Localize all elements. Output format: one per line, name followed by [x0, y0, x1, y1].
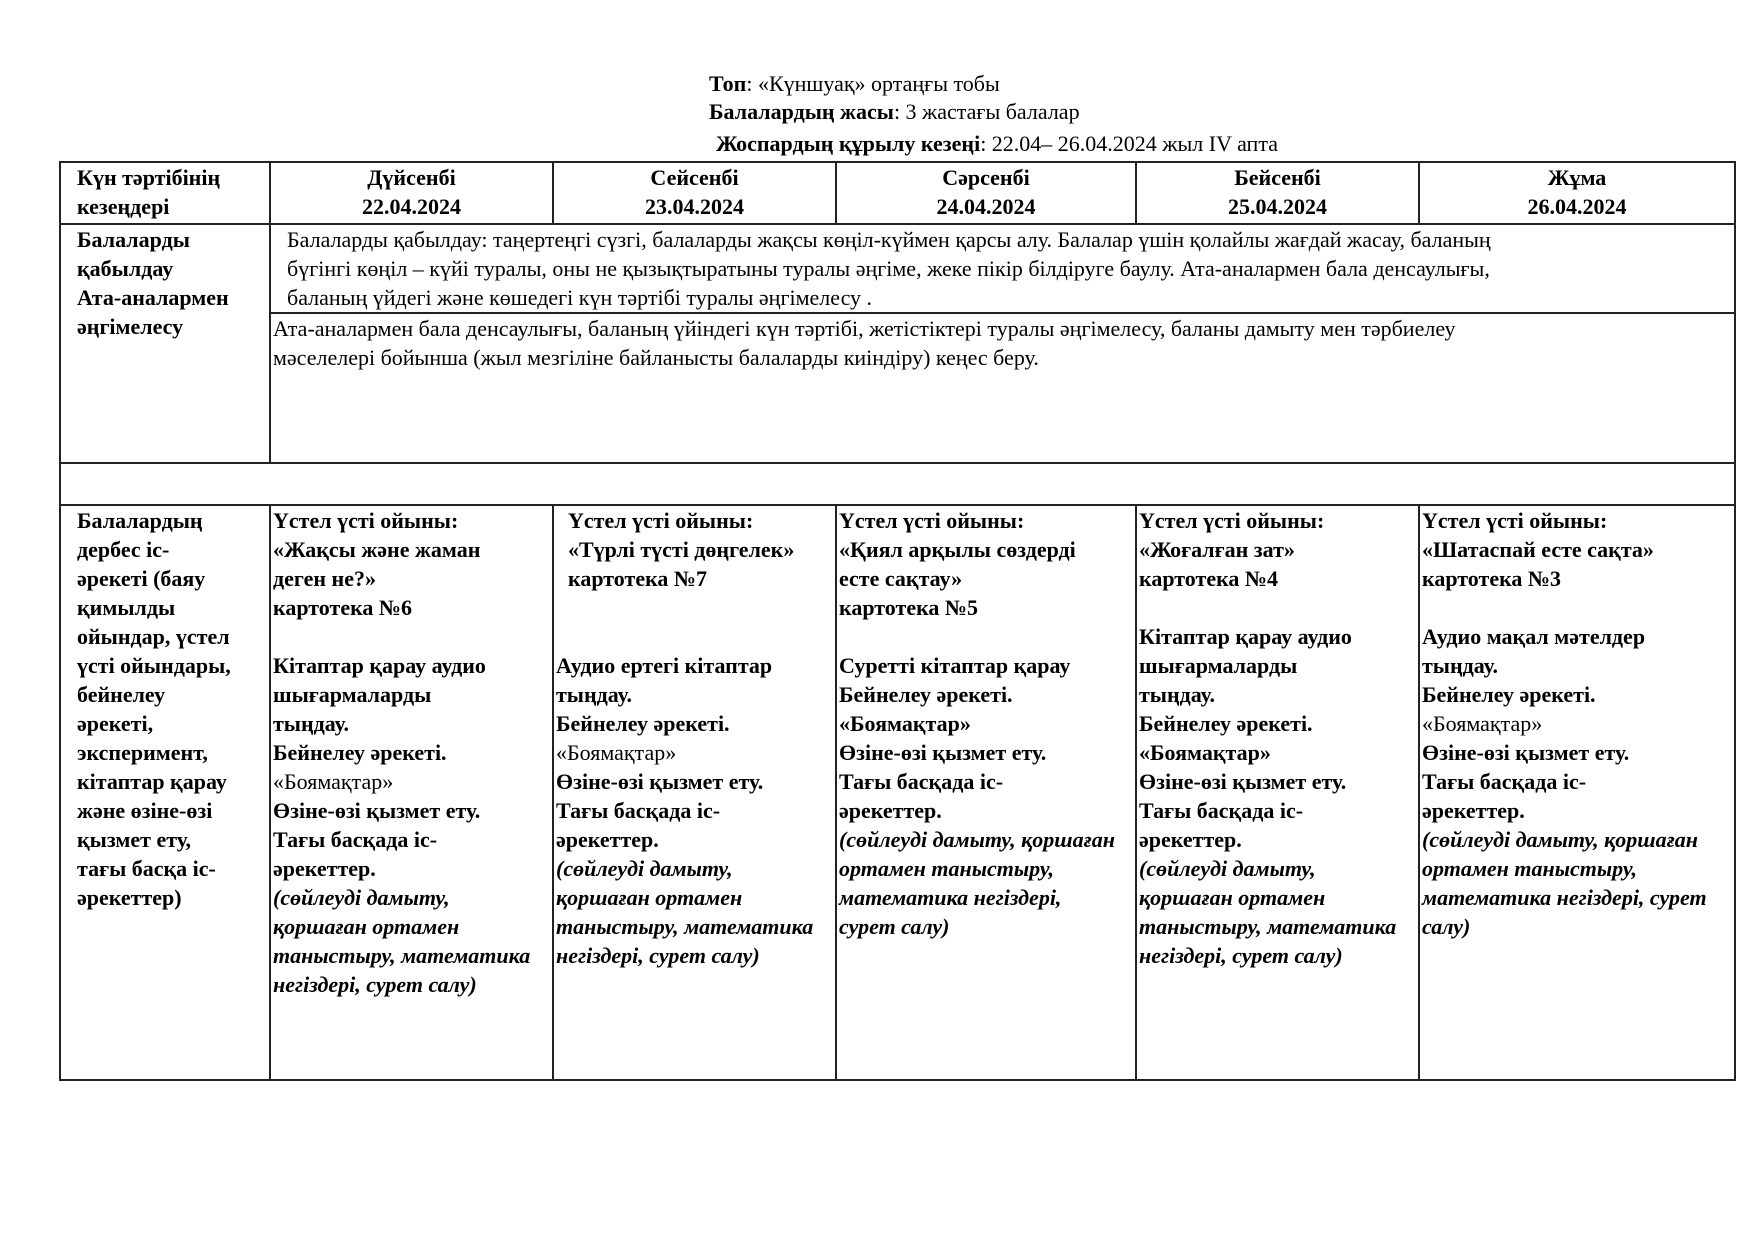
- text-line: Балаларды қабылдау: таңертеңгі сүзгі, балаларды жақсы көңіл-күймен қарсы алу. Балалар үшін қолайлы жағдай жасау, баланың: [287, 227, 1491, 252]
- stage-line: әрекеті,: [77, 711, 154, 736]
- group-value: : «Күншуақ» ортаңғы тобы: [746, 71, 1000, 96]
- activity-text-line: (сөйлеуді дамыту,: [1139, 856, 1316, 881]
- activity-text-line: Кітаптар қарау аудио: [1139, 624, 1352, 649]
- activity-text-line: (сөйлеуді дамыту, қоршаған: [1422, 827, 1698, 852]
- text-line: баланың үйдегі және көшедегі күн тәртібі туралы әңгімелесу .: [287, 285, 873, 310]
- line-gap: [1139, 593, 1416, 622]
- activity-text-line: «Боямақтар»: [273, 769, 394, 794]
- group-line: [709, 70, 1000, 98]
- activity-text-line: әрекеттер.: [839, 798, 942, 823]
- activity-text-line: әрекеттер.: [1422, 798, 1525, 823]
- activity-text-line: Кітаптар қарау аудио: [273, 653, 486, 678]
- period-value: : 22.04– 26.04.2024 жыл IV апта: [980, 131, 1278, 156]
- day-date: 26.04.2024: [1527, 194, 1627, 219]
- activity-text-line: Өзіне-өзі қызмет ету.: [273, 798, 481, 823]
- activity-text-line: Тағы басқада іс-: [556, 798, 721, 823]
- age-label: Балалардың жасы: [709, 99, 894, 124]
- morning-reception-text: [270, 224, 1735, 313]
- activity-text-line: негіздері, сурет салу): [556, 943, 760, 968]
- stage-line: ойындар, үстел: [77, 624, 230, 649]
- activity-text-line: есте сақтау»: [839, 566, 963, 591]
- activity-text-line: қоршаған ортамен: [273, 914, 460, 939]
- empty-row: [60, 463, 1735, 505]
- activity-text-line: «Жақсы және жаман: [273, 537, 481, 562]
- period-line: [716, 130, 1278, 158]
- activity-text-line: «Шатаспай есте сақта»: [1422, 537, 1654, 562]
- activity-text-line: Өзіне-өзі қызмет ету.: [1422, 740, 1630, 765]
- stage-header-cell: [60, 162, 270, 224]
- stage-line: кітаптар қарау: [77, 769, 227, 794]
- stage-line: дербес іс-: [77, 537, 170, 562]
- empty-cell: [60, 463, 1735, 505]
- activity-cell-monday: [270, 505, 553, 1080]
- day-name: Сейсенбі: [650, 165, 739, 190]
- table-header-row: [60, 162, 1735, 224]
- stage-line: тағы басқа іс-: [77, 856, 216, 881]
- stage-header-line: Күн тәртібінің: [77, 165, 221, 190]
- text-line: бүгінгі көңіл – күйі туралы, оны не қызықтыратыны туралы әңгіме, жеке пікір білдіруге баулу. Ата-аналармен бала денсаулығы,: [287, 256, 1490, 281]
- activity-text-line: Аудио мақал мәтелдер: [1422, 624, 1646, 649]
- activity-text-line: «Жоғалған зат»: [1139, 537, 1295, 562]
- activity-text-line: таныстыру, математика: [556, 914, 814, 939]
- stage-line: әңгімелесу: [77, 314, 184, 339]
- activity-text-line: Өзіне-өзі қызмет ету.: [556, 769, 764, 794]
- line-gap: [273, 622, 550, 651]
- day-date: 25.04.2024: [1228, 194, 1327, 219]
- day-date: 24.04.2024: [936, 194, 1036, 219]
- line-gap: [556, 622, 833, 651]
- activity-text-line: Тағы басқада іс-: [1139, 798, 1304, 823]
- activity-stage-cell: [60, 505, 270, 1080]
- age-value: : 3 жастағы балалар: [893, 99, 1080, 124]
- activity-text-line: Бейнелеу әрекеті.: [839, 682, 1013, 707]
- activity-text-line: Тағы басқада іс-: [273, 827, 438, 852]
- day-date: 23.04.2024: [645, 194, 744, 219]
- line-gap: [1422, 593, 1732, 622]
- activity-text-line: шығармаларды: [1139, 653, 1298, 678]
- activity-text-line: Бейнелеу әрекеті.: [1139, 711, 1313, 736]
- activity-text-line: Өзіне-өзі қызмет ету.: [1139, 769, 1347, 794]
- stage-line: үсті ойындары,: [77, 653, 231, 678]
- activity-text-line: тыңдау.: [273, 711, 349, 736]
- independent-activity-row: [60, 505, 1735, 1080]
- day-header-friday: [1419, 162, 1735, 224]
- activity-text-line: картотека №5: [839, 595, 979, 620]
- day-header-tuesday: [553, 162, 836, 224]
- reception-morning-row: [60, 224, 1735, 313]
- activity-text-line: «Боямақтар»: [839, 711, 971, 736]
- activity-text-line: Өзіне-өзі қызмет ету.: [839, 740, 1047, 765]
- reception-stage-cell: [60, 224, 270, 463]
- stage-line: бейнелеу: [77, 682, 166, 707]
- activity-text-line: (сөйлеуді дамыту, қоршаған: [839, 827, 1115, 852]
- reception-parents-row: [60, 313, 1735, 463]
- stage-line: әрекеті (баяу: [77, 566, 206, 591]
- stage-header-line: кезеңдері: [77, 194, 170, 219]
- activity-text-line: Үстел үсті ойыны:: [839, 508, 1025, 533]
- stage-line: Балаларды: [77, 227, 190, 252]
- activity-cell-tuesday: [553, 505, 836, 1080]
- stage-line: Ата-аналармен: [77, 285, 229, 310]
- stage-line: қызмет ету,: [77, 827, 192, 852]
- activity-text-line: Аудио ертегі кітаптар: [556, 653, 773, 678]
- activity-text-line: Үстел үсті ойыны:: [273, 508, 459, 533]
- activity-text-line: негіздері, сурет салу): [1139, 943, 1343, 968]
- stage-line: қимылды: [77, 595, 176, 620]
- activity-cell-wednesday: [836, 505, 1136, 1080]
- activity-text-line: (сөйлеуді дамыту,: [273, 885, 450, 910]
- activity-text-line: математика негіздері, сурет: [1422, 885, 1707, 910]
- activity-cell-friday: [1419, 505, 1735, 1080]
- stage-line: Балалардың: [77, 508, 203, 533]
- activity-text-line: Үстел үсті ойыны:: [1422, 508, 1608, 533]
- activity-text-line: қоршаған ортамен: [1139, 885, 1326, 910]
- day-header-monday: [270, 162, 553, 224]
- activity-text-line: деген не?»: [273, 566, 376, 591]
- activity-text-line: таныстыру, математика: [1139, 914, 1397, 939]
- activity-text-line: Тағы басқада іс-: [1422, 769, 1587, 794]
- day-name: Бейсенбі: [1234, 165, 1321, 190]
- activity-text-line: «Қиял арқылы сөздерді: [839, 537, 1076, 562]
- activity-text-line: Бейнелеу әрекеті.: [556, 711, 730, 736]
- period-label: Жоспардың құрылу кезеңі: [716, 131, 981, 156]
- activity-text-line: Суретті кітаптар қарау: [839, 653, 1071, 678]
- activity-text-line: «Боямақтар»: [556, 740, 677, 765]
- activity-text-line: картотека №7: [568, 566, 708, 591]
- activity-text-line: салу): [1422, 914, 1471, 939]
- day-name: Сәрсенбі: [942, 165, 1030, 190]
- line-gap: [556, 593, 833, 622]
- activity-text-line: ортамен таныстыру,: [839, 856, 1054, 881]
- activity-text-line: «Түрлі түсті дөңгелек»: [568, 537, 795, 562]
- day-name: Дүйсенбі: [367, 165, 456, 190]
- activity-text-line: тыңдау.: [1139, 682, 1215, 707]
- activity-text-line: Бейнелеу әрекеті.: [273, 740, 447, 765]
- activity-text-line: Тағы басқада іс-: [839, 769, 1004, 794]
- activity-text-line: тыңдау.: [1422, 653, 1498, 678]
- parents-consultation-text: [270, 313, 1735, 463]
- activity-text-line: картотека №3: [1422, 566, 1562, 591]
- activity-text-line: әрекеттер.: [273, 856, 376, 881]
- activity-text-line: ортамен таныстыру,: [1422, 856, 1637, 881]
- activity-text-line: Бейнелеу әрекеті.: [1422, 682, 1596, 707]
- stage-line: қабылдау: [77, 256, 174, 281]
- stage-line: әрекеттер): [77, 885, 182, 910]
- activity-text-line: шығармаларды: [273, 682, 432, 707]
- weekly-plan-table: [59, 161, 1736, 1081]
- stage-line: және өзіне-өзі: [77, 798, 213, 823]
- group-label: Топ: [709, 71, 747, 96]
- day-date: 22.04.2024: [362, 194, 461, 219]
- activity-text-line: тыңдау.: [556, 682, 632, 707]
- activity-text-line: әрекеттер.: [556, 827, 659, 852]
- day-header-wednesday: [836, 162, 1136, 224]
- age-line: [709, 98, 1080, 126]
- activity-text-line: әрекеттер.: [1139, 827, 1242, 852]
- activity-text-line: Үстел үсті ойыны:: [1139, 508, 1325, 533]
- day-name: Жұма: [1547, 165, 1607, 190]
- activity-text-line: «Боямақтар»: [1139, 740, 1271, 765]
- day-header-thursday: [1136, 162, 1419, 224]
- activity-text-line: картотека №6: [273, 595, 413, 620]
- line-gap: [839, 622, 1133, 651]
- text-line: мәселелері бойынша (жыл мезгіліне байланысты балаларды киіндіру) кеңес беру.: [273, 345, 1039, 370]
- stage-line: эксперимент,: [77, 740, 208, 765]
- activity-text-line: Үстел үсті ойыны:: [568, 508, 754, 533]
- text-line: Ата-аналармен бала денсаулығы, баланың үйіндегі күн тәртібі, жетістіктері туралы әңгімелесу, баланы дамыту мен тәрбиелеу: [273, 316, 1456, 341]
- activity-text-line: қоршаған ортамен: [556, 885, 743, 910]
- activity-cell-thursday: [1136, 505, 1419, 1080]
- activity-text-line: таныстыру, математика: [273, 943, 531, 968]
- activity-text-line: картотека №4: [1139, 566, 1279, 591]
- activity-text-line: «Боямақтар»: [1422, 711, 1543, 736]
- activity-text-line: математика негіздері,: [839, 885, 1062, 910]
- activity-text-line: сурет салу): [839, 914, 950, 939]
- activity-text-line: (сөйлеуді дамыту,: [556, 856, 733, 881]
- activity-text-line: негіздері, сурет салу): [273, 972, 477, 997]
